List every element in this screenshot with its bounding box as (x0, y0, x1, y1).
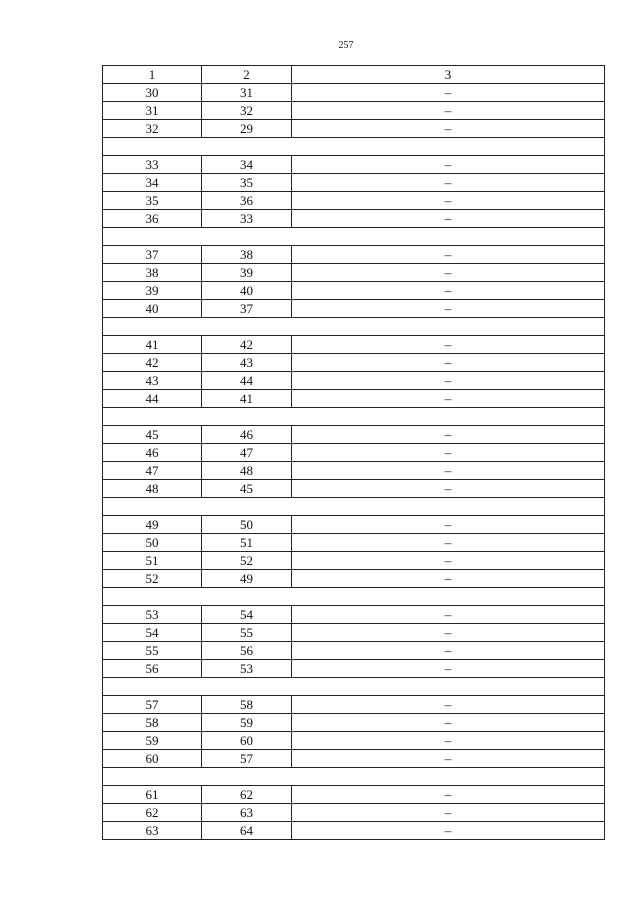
table-row (103, 624, 605, 642)
table-cell-col-2: 60 (202, 732, 292, 750)
table-cell-col-2: 41 (202, 390, 292, 408)
table-cell-col-1: 42 (103, 354, 202, 372)
group-separator-row (103, 318, 605, 336)
table-cell-col-2: 57 (202, 750, 292, 768)
table-cell-col-1: 46 (103, 444, 202, 462)
table-cell-col-2: 55 (202, 624, 292, 642)
table-row (103, 300, 605, 318)
table-row (103, 156, 605, 174)
table-cell-col-2: 33 (202, 210, 292, 228)
table-header-row (103, 66, 605, 84)
table-cell-col-3: – (292, 444, 605, 462)
table-cell-col-2: 48 (202, 462, 292, 480)
group-separator-row (103, 768, 605, 786)
table-row (103, 102, 605, 120)
table-cell-col-3: – (292, 516, 605, 534)
table-cell-col-1: 32 (103, 120, 202, 138)
group-separator-cell (103, 318, 605, 336)
group-separator-cell (103, 138, 605, 156)
table-row (103, 480, 605, 498)
table-cell-col-2: 51 (202, 534, 292, 552)
table-row (103, 372, 605, 390)
table-cell-col-3: – (292, 102, 605, 120)
table-row (103, 660, 605, 678)
table-cell-col-3: – (292, 786, 605, 804)
table-cell-col-1: 44 (103, 390, 202, 408)
table-cell-col-1: 45 (103, 426, 202, 444)
table-row (103, 642, 605, 660)
table-row (103, 174, 605, 192)
table-cell-col-3: – (292, 264, 605, 282)
table-cell-col-1: 58 (103, 714, 202, 732)
table-cell-col-1: 41 (103, 336, 202, 354)
table-row (103, 354, 605, 372)
table-cell-col-2: 39 (202, 264, 292, 282)
table-cell-col-3: – (292, 282, 605, 300)
table-cell-col-2: 58 (202, 696, 292, 714)
table-cell-col-1: 59 (103, 732, 202, 750)
table-cell-col-3: – (292, 84, 605, 102)
table-cell-col-1: 33 (103, 156, 202, 174)
table-cell-col-2: 59 (202, 714, 292, 732)
table-cell-col-2: 50 (202, 516, 292, 534)
table-cell-col-2: 43 (202, 354, 292, 372)
table-row (103, 534, 605, 552)
table-cell-col-3: – (292, 246, 605, 264)
table-cell-col-1: 49 (103, 516, 202, 534)
group-separator-cell (103, 588, 605, 606)
table-row (103, 246, 605, 264)
table-cell-col-1: 35 (103, 192, 202, 210)
table-row (103, 786, 605, 804)
table-body (103, 66, 605, 840)
table-cell-col-1: 36 (103, 210, 202, 228)
group-separator-row (103, 228, 605, 246)
table-cell-col-1: 54 (103, 624, 202, 642)
table-cell-col-1: 30 (103, 84, 202, 102)
table-cell-col-3: – (292, 174, 605, 192)
table-cell-col-3: – (292, 714, 605, 732)
table-cell-col-2: 47 (202, 444, 292, 462)
table-cell-col-2: 31 (202, 84, 292, 102)
table-row (103, 696, 605, 714)
table-cell-col-3: – (292, 390, 605, 408)
table-cell-col-2: 35 (202, 174, 292, 192)
column-header-1: 1 (103, 66, 202, 84)
group-separator-row (103, 678, 605, 696)
table-row (103, 570, 605, 588)
table-cell-col-2: 52 (202, 552, 292, 570)
table-row (103, 750, 605, 768)
table-cell-col-3: – (292, 750, 605, 768)
table-cell-col-2: 56 (202, 642, 292, 660)
table-cell-col-1: 60 (103, 750, 202, 768)
table-cell-col-1: 63 (103, 822, 202, 840)
column-header-2: 2 (202, 66, 292, 84)
table-cell-col-2: 63 (202, 804, 292, 822)
table-row (103, 552, 605, 570)
group-separator-row (103, 588, 605, 606)
table-cell-col-3: – (292, 372, 605, 390)
table-cell-col-2: 32 (202, 102, 292, 120)
group-separator-row (103, 498, 605, 516)
table-cell-col-1: 37 (103, 246, 202, 264)
table-cell-col-3: – (292, 426, 605, 444)
table-cell-col-2: 53 (202, 660, 292, 678)
table-row (103, 336, 605, 354)
table-cell-col-1: 47 (103, 462, 202, 480)
table-cell-col-2: 42 (202, 336, 292, 354)
table-row (103, 606, 605, 624)
table-cell-col-1: 53 (103, 606, 202, 624)
table-cell-col-1: 55 (103, 642, 202, 660)
table-cell-col-2: 54 (202, 606, 292, 624)
table-cell-col-3: – (292, 804, 605, 822)
table-cell-col-3: – (292, 120, 605, 138)
table-row (103, 282, 605, 300)
table-cell-col-3: – (292, 606, 605, 624)
group-separator-cell (103, 498, 605, 516)
table-cell-col-3: – (292, 732, 605, 750)
group-separator-cell (103, 228, 605, 246)
table-cell-col-3: – (292, 210, 605, 228)
table-row (103, 516, 605, 534)
table-row (103, 804, 605, 822)
table-row (103, 822, 605, 840)
table-cell-col-3: – (292, 156, 605, 174)
table-cell-col-3: – (292, 192, 605, 210)
column-header-3: 3 (292, 66, 605, 84)
table-cell-col-1: 40 (103, 300, 202, 318)
table-row (103, 390, 605, 408)
table-cell-col-1: 34 (103, 174, 202, 192)
table-cell-col-2: 37 (202, 300, 292, 318)
table-cell-col-3: – (292, 300, 605, 318)
table-cell-col-3: – (292, 336, 605, 354)
group-separator-cell (103, 408, 605, 426)
table-cell-col-1: 57 (103, 696, 202, 714)
table-cell-col-2: 38 (202, 246, 292, 264)
table-cell-col-2: 36 (202, 192, 292, 210)
table-cell-col-3: – (292, 642, 605, 660)
table-cell-col-1: 62 (103, 804, 202, 822)
table-cell-col-2: 45 (202, 480, 292, 498)
table-cell-col-2: 29 (202, 120, 292, 138)
table-cell-col-1: 38 (103, 264, 202, 282)
table-row (103, 462, 605, 480)
table-row (103, 732, 605, 750)
data-table (102, 65, 605, 840)
table-cell-col-3: – (292, 534, 605, 552)
table-cell-col-2: 64 (202, 822, 292, 840)
table-row (103, 426, 605, 444)
table-row (103, 714, 605, 732)
table-cell-col-2: 44 (202, 372, 292, 390)
page-number: 257 (338, 40, 354, 51)
table-cell-col-3: – (292, 696, 605, 714)
table-row (103, 210, 605, 228)
table-row (103, 444, 605, 462)
group-separator-row (103, 138, 605, 156)
table-cell-col-3: – (292, 660, 605, 678)
table-cell-col-1: 31 (103, 102, 202, 120)
table-cell-col-3: – (292, 462, 605, 480)
table-cell-col-2: 62 (202, 786, 292, 804)
table-cell-col-1: 50 (103, 534, 202, 552)
table-cell-col-3: – (292, 552, 605, 570)
table-cell-col-3: – (292, 822, 605, 840)
table-cell-col-3: – (292, 570, 605, 588)
table-cell-col-3: – (292, 480, 605, 498)
table-cell-col-1: 43 (103, 372, 202, 390)
table-cell-col-1: 39 (103, 282, 202, 300)
group-separator-cell (103, 768, 605, 786)
table-cell-col-2: 49 (202, 570, 292, 588)
table-cell-col-3: – (292, 354, 605, 372)
table-cell-col-2: 46 (202, 426, 292, 444)
table-cell-col-1: 48 (103, 480, 202, 498)
table-cell-col-1: 56 (103, 660, 202, 678)
table-row (103, 84, 605, 102)
table-row (103, 120, 605, 138)
table-cell-col-1: 61 (103, 786, 202, 804)
table-row (103, 264, 605, 282)
table-row (103, 192, 605, 210)
table-cell-col-1: 52 (103, 570, 202, 588)
group-separator-row (103, 408, 605, 426)
table-cell-col-3: – (292, 624, 605, 642)
table-cell-col-2: 40 (202, 282, 292, 300)
table-cell-col-2: 34 (202, 156, 292, 174)
table-cell-col-1: 51 (103, 552, 202, 570)
group-separator-cell (103, 678, 605, 696)
